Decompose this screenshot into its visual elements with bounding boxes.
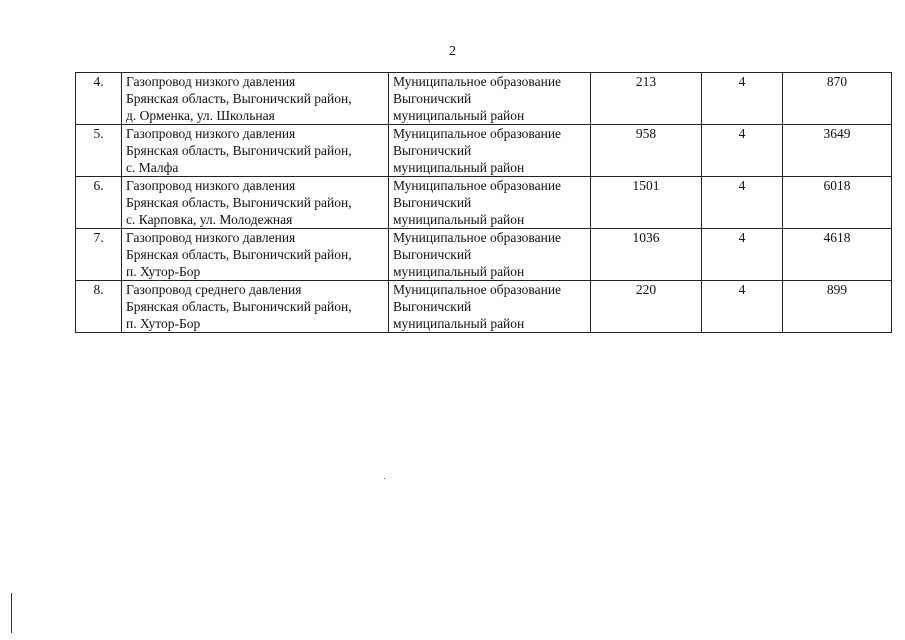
object-line: Брянская область, Выгоничский район,: [126, 143, 352, 158]
owner-line: Муниципальное образование: [393, 74, 562, 89]
owner-line: муниципальный район: [393, 108, 525, 123]
gas-pipeline-table: [75, 72, 892, 333]
object-line: Брянская область, Выгоничский район,: [126, 299, 352, 314]
owner-line: Выгоничский: [393, 299, 472, 314]
object-line: Газопровод низкого давления: [126, 126, 296, 141]
object-line: Газопровод низкого давления: [126, 230, 296, 245]
object-line: Брянская область, Выгоничский район,: [126, 247, 352, 262]
owner-description: [389, 281, 591, 333]
owner-line: Выгоничский: [393, 143, 472, 158]
owner-line: муниципальный район: [393, 264, 525, 279]
length-cell: 1036: [591, 229, 702, 281]
object-line: с. Малфа: [126, 160, 179, 175]
object-line: Газопровод среднего давления: [126, 282, 302, 297]
owner-description: [389, 73, 591, 125]
object-line: п. Хутор-Бор: [126, 316, 201, 331]
row-number: 7.: [76, 229, 122, 281]
object-description: [122, 229, 389, 281]
table-row: [76, 125, 892, 177]
table-row: [76, 73, 892, 125]
object-line: Газопровод низкого давления: [126, 74, 296, 89]
object-line: п. Хутор-Бор: [126, 264, 201, 279]
row-number: 5.: [76, 125, 122, 177]
category-cell: 4: [702, 125, 783, 177]
owner-line: Выгоничский: [393, 195, 472, 210]
scan-artifact-line: [11, 593, 12, 633]
object-description: [122, 281, 389, 333]
object-line: Брянская область, Выгоничский район,: [126, 195, 352, 210]
category-cell: 4: [702, 177, 783, 229]
owner-line: Выгоничский: [393, 91, 472, 106]
owner-description: [389, 177, 591, 229]
owner-description: [389, 125, 591, 177]
length-cell: 213: [591, 73, 702, 125]
scan-artifact-dot: [384, 478, 385, 479]
value-cell: 899: [783, 281, 892, 333]
category-cell: 4: [702, 229, 783, 281]
row-number: 6.: [76, 177, 122, 229]
value-cell: 870: [783, 73, 892, 125]
table-row: [76, 177, 892, 229]
owner-line: Муниципальное образование: [393, 126, 562, 141]
value-cell: 6018: [783, 177, 892, 229]
owner-line: Выгоничский: [393, 247, 472, 262]
length-cell: 1501: [591, 177, 702, 229]
value-cell: 3649: [783, 125, 892, 177]
owner-line: Муниципальное образование: [393, 178, 562, 193]
owner-line: муниципальный район: [393, 212, 525, 227]
object-line: д. Орменка, ул. Школьная: [126, 108, 275, 123]
object-line: с. Карповка, ул. Молодежная: [126, 212, 293, 227]
table-row: [76, 229, 892, 281]
value-cell: 4618: [783, 229, 892, 281]
object-description: [122, 177, 389, 229]
object-description: [122, 125, 389, 177]
table-row: [76, 281, 892, 333]
length-cell: 958: [591, 125, 702, 177]
object-description: [122, 73, 389, 125]
length-cell: 220: [591, 281, 702, 333]
row-number: 4.: [76, 73, 122, 125]
row-number: 8.: [76, 281, 122, 333]
object-line: Брянская область, Выгоничский район,: [126, 91, 352, 106]
owner-line: Муниципальное образование: [393, 230, 562, 245]
object-line: Газопровод низкого давления: [126, 178, 296, 193]
owner-line: Муниципальное образование: [393, 282, 562, 297]
category-cell: 4: [702, 73, 783, 125]
owner-description: [389, 229, 591, 281]
category-cell: 4: [702, 281, 783, 333]
owner-line: муниципальный район: [393, 160, 525, 175]
owner-line: муниципальный район: [393, 316, 525, 331]
page-number: 2: [449, 44, 456, 59]
